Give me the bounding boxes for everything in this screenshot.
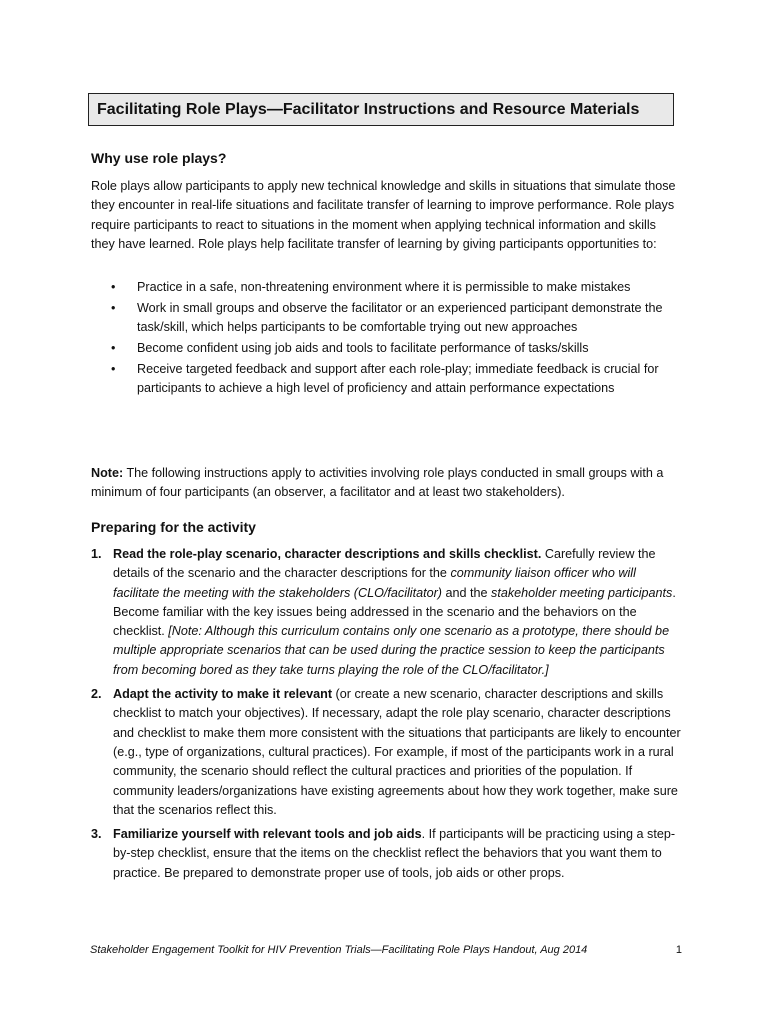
note-text: The following instructions apply to activities involving role plays conducted in small groups with a minimum of four participants (an observer, a facilitator and at least two stakeholders). <box>91 466 664 500</box>
benefits-list <box>91 278 681 400</box>
why-paragraph: Role plays allow participants to apply new technical knowledge and skills in situations that simulate those they encounter in real-life situations and facilitate transfer of learning to improve performance. Role plays require participants to react to situations in the moment when applying technical information and skills they have learned. Role plays help facilitate transfer of learning by giving participants opportunities to: <box>91 179 676 251</box>
footer-text: Stakeholder Engagement Toolkit for HIV Prevention Trials—Facilitating Role Plays Handout, Aug 2014 <box>90 944 588 956</box>
list-item: • Become confident using job aids and tools to facilitate performance of tasks/skills <box>91 339 681 358</box>
bullet-icon: • <box>111 340 116 355</box>
bullet-icon: • <box>111 280 116 294</box>
step-number: 3. <box>91 827 102 842</box>
step-item: 3. Familiarize yourself with relevant tools and job aids. If participants will be practicing using a step-by-step checklist, ensure that the items on the checklist reflect the behaviors that you want them to practice. Be prepared to demonstrate proper use of tools, job aids or other props. <box>91 827 676 880</box>
bullet-icon: • <box>111 300 116 315</box>
step-item: 1. Read the role-play scenario, character descriptions and skills checklist. Carefully review the details of the scenario and the character descriptions for the community liaison officer who will facilitate the meeting with the stakeholders (CLO/facilitator) and the stakeholder meeting participants. Become familiar with the key issues being addressed in the scenario and the behaviors on the checklist. [Note: Although this curriculum contains only one scenario as a prototype, there should be multiple appropriate scenarios that can be used during the practice session to keep the participants from becoming bored as they take turns playing the role of the CLO/facilitator.] <box>91 547 676 677</box>
page-title: Facilitating Role Plays—Facilitator Instructions and Resource Materials <box>88 93 674 126</box>
page-footer <box>90 944 682 956</box>
list-item: • Receive targeted feedback and support after each role-play; immediate feedback is crucial for participants to achieve a high level of proficiency and attain performance expectations <box>111 361 659 395</box>
note-paragraph <box>91 464 681 503</box>
step-item: 2. Adapt the activity to make it relevant (or create a new scenario, character descriptions and skills checklist to match your objectives). If necessary, adapt the role play scenario, character descriptions and checklist to make them more consistent with the situations that participants are likely to encounter (e.g., type of organizations, cultural practices). For example, if most of the participants work in a rural community, the scenario should reflect the cultural practices and priorities of the population. If community leaders/organizations have existing agreements about how they work together, make sure that the scenarios reflect this. <box>91 687 681 817</box>
step-number: 1. <box>91 547 102 561</box>
preparation-steps <box>91 545 683 888</box>
page-number: 1 <box>675 944 682 956</box>
section-heading-preparing: Preparing for the activity <box>91 519 256 535</box>
step-number: 2. <box>91 687 102 702</box>
section-heading-why: Why use role plays? <box>91 150 227 166</box>
list-item: • Practice in a safe, non-threatening environment where it is permissible to make mistakes <box>91 278 681 297</box>
note-label: Note: <box>91 466 124 480</box>
bullet-icon: • <box>111 361 116 376</box>
list-item: • Work in small groups and observe the facilitator or an experienced participant demonstrate the task/skill, which helps participants to be comfortable trying out new approaches <box>111 300 663 335</box>
